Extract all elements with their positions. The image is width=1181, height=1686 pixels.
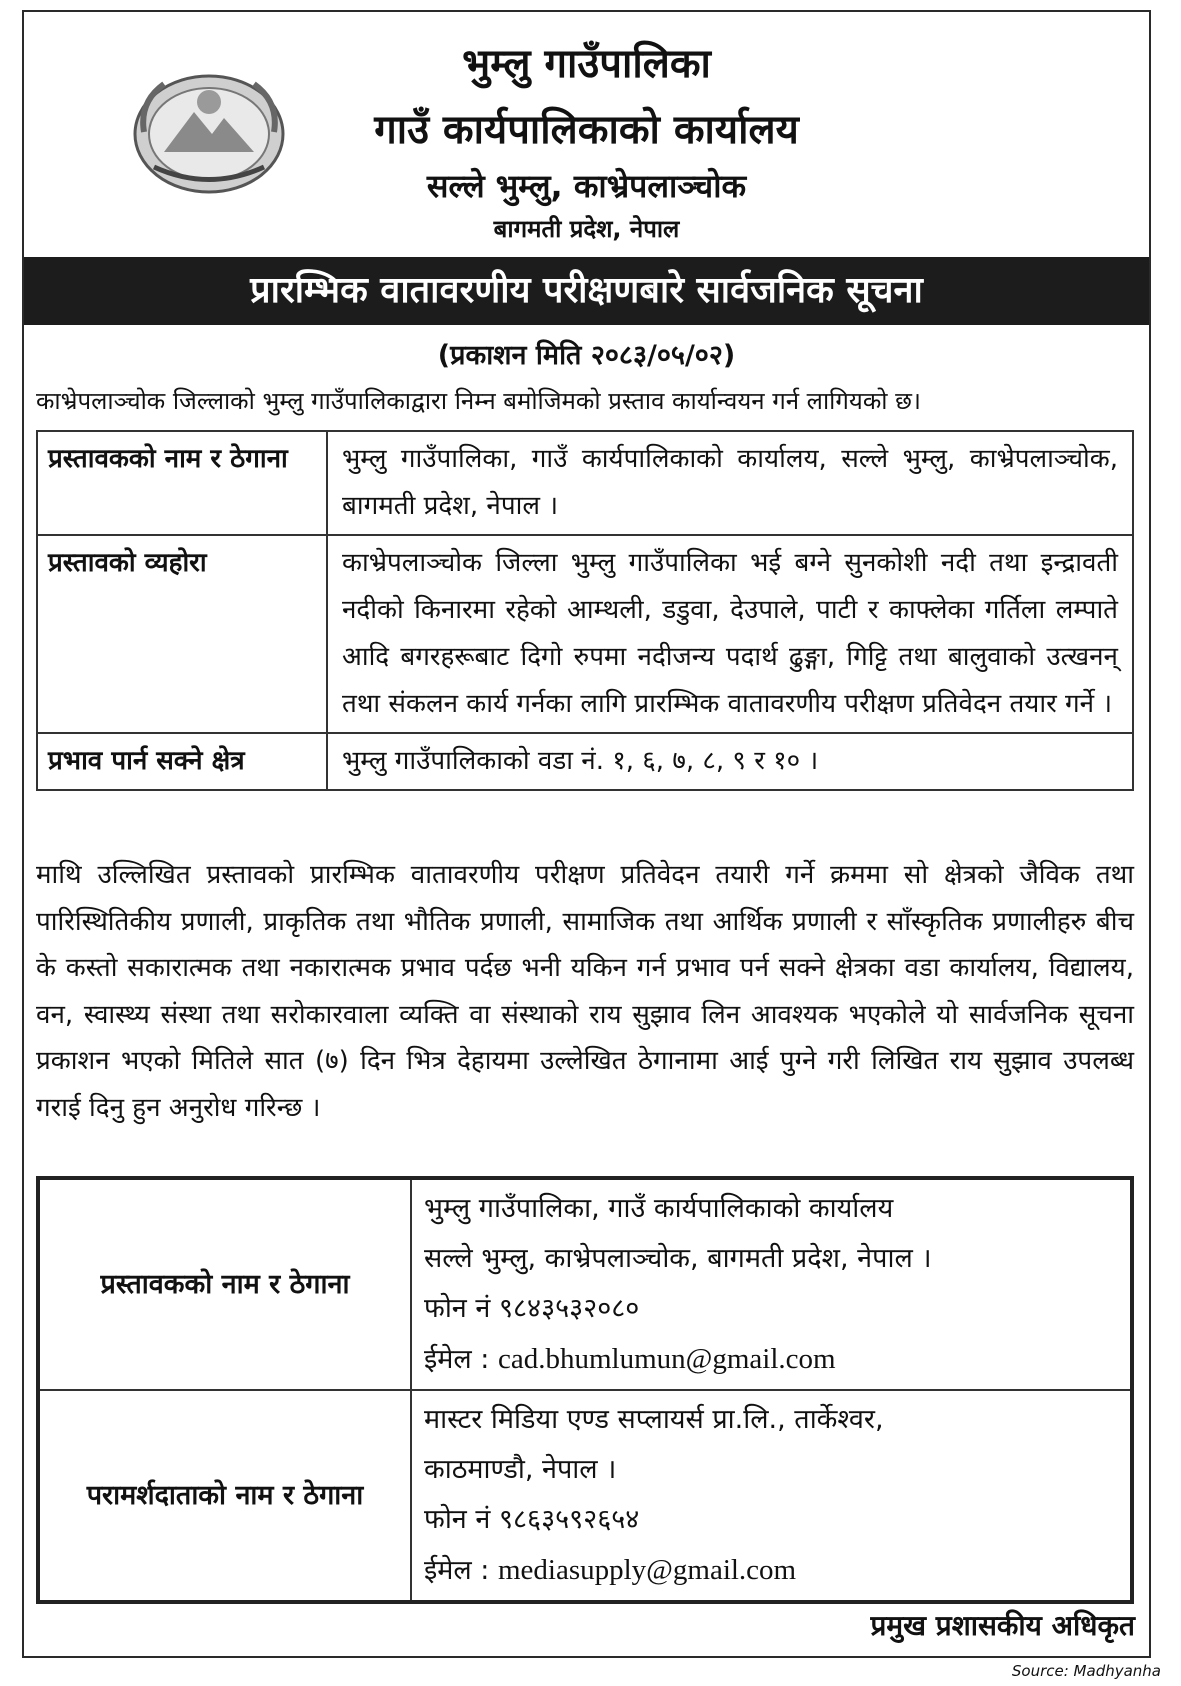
email-label: ईमेल : (424, 1344, 490, 1375)
proposer-phone: फोन नं ९८४३५३२०८० (424, 1293, 640, 1324)
header-municipality-name: भुम्लु गाउँपालिका (462, 41, 711, 87)
proposal-table (36, 430, 1134, 791)
header-address: सल्ले भुम्लु, काभ्रेपलाञ्चोक (426, 167, 747, 205)
proposer-address-line-1: भुम्लु गाउँपालिका, गाउँ कार्यपालिकाको कार्यालय (424, 1193, 894, 1224)
consultant-phone: फोन नं ९८६३५९२६५४ (424, 1504, 640, 1535)
table-row (37, 535, 1133, 733)
affected-area-value: भुम्लु गाउँपालिकाको वडा नं. १, ६, ७, ८, ९ र १० । (327, 733, 1133, 790)
source-credit: Source: Madhyanha (1011, 1662, 1161, 1680)
notice-frame (22, 10, 1151, 1658)
table-row (37, 431, 1133, 535)
consultant-contact-label: परामर्शदाताको नाम र ठेगाना (38, 1390, 411, 1602)
table-row (38, 1390, 1132, 1602)
consultant-address-line-2: काठमाण्डौ, नेपाल । (424, 1454, 617, 1485)
consultant-email: mediasupply@gmail.com (497, 1554, 797, 1586)
email-label: ईमेल : (424, 1555, 490, 1586)
proposer-email: cad.bhumlumun@gmail.com (497, 1343, 836, 1375)
table-row (38, 1178, 1132, 1390)
header-province: बागमती प्रदेश, नेपाल (493, 215, 680, 243)
proposer-value: भुम्लु गाउँपालिका, गाउँ कार्यपालिकाको कार्यालय, सल्ले भुम्लु, काभ्रेपलाञ्चोक, बागमती प्रदेश, नेपाल । (327, 431, 1133, 535)
signatory-title: प्रमुख प्रशासकीय अधिकृत (870, 1609, 1135, 1642)
consultant-email-row (424, 1545, 1118, 1596)
header-office-name: गाउँ कार्यपालिकाको कार्यालय (374, 107, 799, 153)
consultant-address-line-1: मास्टर मिडिया एण्ड सप्लायर्स प्रा.लि., तार्केश्वर, (424, 1404, 884, 1435)
proposer-email-row (424, 1334, 1118, 1385)
affected-area-label: प्रभाव पार्न सक्ने क्षेत्र (37, 733, 327, 790)
proposal-details-label: प्रस्तावको व्यहोरा (37, 535, 327, 733)
consultant-contact-details (411, 1390, 1132, 1602)
contact-table (36, 1176, 1134, 1604)
publication-date: (प्रकाशन मिति २०८३/०५/०२) (437, 340, 736, 371)
table-row (37, 733, 1133, 790)
intro-text: काभ्रेपलाञ्चोक जिल्लाको भुम्लु गाउँपालिकाद्वारा निम्न बमोजिमको प्रस्ताव कार्यान्वयन गर्न लागियको छ। (36, 387, 922, 415)
body-paragraph: माथि उल्लिखित प्रस्तावको प्रारम्भिक वातावरणीय परीक्षण प्रतिवेदन तयारी गर्ने क्रममा सो क्षेत्रको जैविक तथा पारिस्थितिकीय प्रणाली, प्राकृतिक तथा भौतिक प्रणाली, सामाजिक तथा आर्थिक प्रणाली र साँस्कृतिक प्रणालीहरु बीच के कस्तो सकारात्मक तथा नकारात्मक प्रभाव पर्दछ भनी यकिन गर्न प्रभाव पर्न सक्ने क्षेत्रका वडा कार्यालय, विद्यालय, वन, स्वास्थ्य संस्था तथा सरोकारवाला व्यक्ति वा संस्थाको राय सुझाव लिन आवश्यक भएकोले यो सार्वजनिक सूचना प्रकाशन भएको मितिले सात (७) दिन भित्र देहायमा उल्लेखित ठेगानामा आई पुग्ने गरी लिखित राय सुझाव उपलब्ध गराई दिनु हुन अनुरोध गरिन्छ । (36, 860, 1134, 1123)
proposer-contact-label: प्रस्तावकको नाम र ठेगाना (38, 1178, 411, 1390)
proposer-label: प्रस्तावकको नाम र ठेगाना (37, 431, 327, 535)
proposer-address-line-2: सल्ले भुम्लु, काभ्रेपलाञ्चोक, बागमती प्रदेश, नेपाल । (424, 1243, 932, 1274)
proposal-details-value: काभ्रेपलाञ्चोक जिल्ला भुम्लु गाउँपालिका भई बग्ने सुनकोशी नदी तथा इन्द्रावती नदीको किनारमा रहेको आम्थली, डडुवा, देउपाले, पाटी र काफ्लेका गर्तिला लम्पाते आदि बगरहरूबाट दिगो रुपमा नदीजन्य पदार्थ ढुङ्गा, गिट्टि तथा बालुवाको उत्खनन् तथा संकलन कार्य गर्नका लागि प्रारम्भिक वातावरणीय परीक्षण प्रतिवेदन तयार गर्ने । (327, 535, 1133, 733)
proposer-contact-details (411, 1178, 1132, 1390)
notice-title-banner: प्रारम्भिक वातावरणीय परीक्षणबारे सार्वजनिक सूचना (24, 257, 1149, 325)
